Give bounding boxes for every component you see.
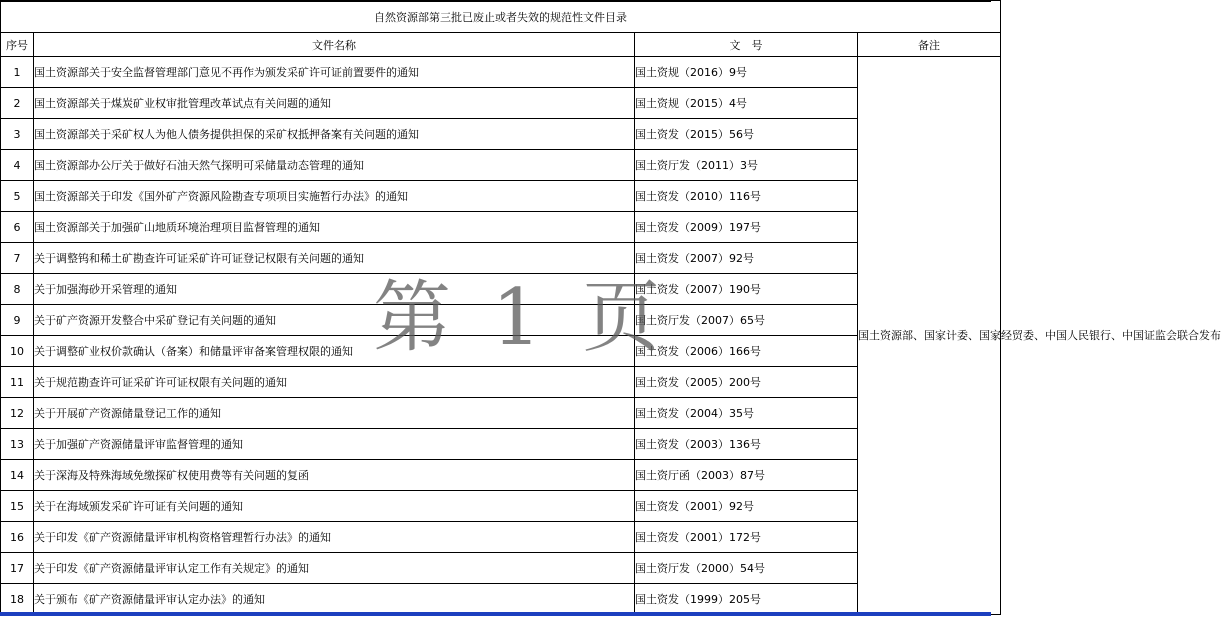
- remark-cell: 国土资源部、国家计委、国家经贸委、中国人民银行、中国证监会联合发布: [858, 57, 1001, 615]
- table-row: [1, 522, 1001, 553]
- document-name: 关于调整矿业权价款确认（备案）和储量评审备案管理权限的通知: [34, 336, 635, 367]
- header-code: 文 号: [635, 33, 858, 57]
- document-name: 国土资源部关于安全监督管理部门意见不再作为颁发采矿许可证前置要件的通知: [34, 57, 635, 88]
- document-code: 国土资发（2009）197号: [635, 212, 858, 243]
- table-row: [1, 150, 1001, 181]
- row-number: 5: [1, 181, 34, 212]
- document-code: 国土资发（2001）92号: [635, 491, 858, 522]
- table-row: [1, 119, 1001, 150]
- row-number: 17: [1, 553, 34, 584]
- document-code: 国土资发（1999）205号: [635, 584, 858, 615]
- document-code: 国土资厅发（2000）54号: [635, 553, 858, 584]
- row-number: 2: [1, 88, 34, 119]
- table-row: [1, 212, 1001, 243]
- document-code: 国土资厅发（2011）3号: [635, 150, 858, 181]
- document-code: 国土资厅发（2007）65号: [635, 305, 858, 336]
- bottom-bar: [0, 612, 991, 616]
- table-row: [1, 305, 1001, 336]
- document-name: 关于在海域颁发采矿许可证有关问题的通知: [34, 491, 635, 522]
- row-number: 4: [1, 150, 34, 181]
- document-name: 国土资源部关于采矿权人为他人债务提供担保的采矿权抵押备案有关问题的通知: [34, 119, 635, 150]
- page-watermark: 第 1 页: [373, 273, 669, 363]
- table-row: [1, 429, 1001, 460]
- document-name: 国土资源部关于印发《国外矿产资源风险勘查专项项目实施暂行办法》的通知: [34, 181, 635, 212]
- document-title: 自然资源部第三批已废止或者失效的规范性文件目录: [1, 1, 1001, 33]
- document-name: 关于规范勘查许可证采矿许可证权限有关问题的通知: [34, 367, 635, 398]
- document-code: 国土资发（2001）172号: [635, 522, 858, 553]
- table-row: [1, 274, 1001, 305]
- table-row: [1, 88, 1001, 119]
- table-row: [1, 367, 1001, 398]
- document-name: 关于印发《矿产资源储量评审认定工作有关规定》的通知: [34, 553, 635, 584]
- row-number: 18: [1, 584, 34, 615]
- table-row: [1, 336, 1001, 367]
- document-code: 国土资厅函（2003）87号: [635, 460, 858, 491]
- table-row: [1, 243, 1001, 274]
- document-code: 国土资发（2015）56号: [635, 119, 858, 150]
- row-number: 8: [1, 274, 34, 305]
- document-code: 国土资发（2004）35号: [635, 398, 858, 429]
- row-number: 15: [1, 491, 34, 522]
- document-name: 关于调整钨和稀土矿勘查许可证采矿许可证登记权限有关问题的通知: [34, 243, 635, 274]
- table-row: [1, 398, 1001, 429]
- title-row: [1, 1, 1001, 33]
- document-name: 关于印发《矿产资源储量评审机构资格管理暂行办法》的通知: [34, 522, 635, 553]
- table-row: [1, 491, 1001, 522]
- document-code: 国土资规（2015）4号: [635, 88, 858, 119]
- row-number: 9: [1, 305, 34, 336]
- row-number: 11: [1, 367, 34, 398]
- document-name: 关于加强矿产资源储量评审监督管理的通知: [34, 429, 635, 460]
- table-row: [1, 57, 1001, 88]
- row-number: 12: [1, 398, 34, 429]
- document-name: 国土资源部关于煤炭矿业权审批管理改革试点有关问题的通知: [34, 88, 635, 119]
- document-code: 国土资发（2003）136号: [635, 429, 858, 460]
- row-number: 3: [1, 119, 34, 150]
- document-name: 国土资源部关于加强矿山地质环境治理项目监督管理的通知: [34, 212, 635, 243]
- document-code: 国土资发（2007）190号: [635, 274, 858, 305]
- row-number: 6: [1, 212, 34, 243]
- document-code: 国土资发（2006）166号: [635, 336, 858, 367]
- document-name: 关于加强海砂开采管理的通知: [34, 274, 635, 305]
- header-remark: 备注: [858, 33, 1001, 57]
- table-body: [1, 1, 1221, 615]
- table-row: [1, 553, 1001, 584]
- header-row: [1, 33, 1001, 57]
- row-number: 7: [1, 243, 34, 274]
- document-name: 国土资源部办公厅关于做好石油天然气探明可采储量动态管理的通知: [34, 150, 635, 181]
- row-number: 14: [1, 460, 34, 491]
- document-name: 关于颁布《矿产资源储量评审认定办法》的通知: [34, 584, 635, 615]
- document-code: 国土资发（2007）92号: [635, 243, 858, 274]
- header-name: 文件名称: [34, 33, 635, 57]
- row-number: 1: [1, 57, 34, 88]
- table-row: [1, 181, 1001, 212]
- table-row: [1, 460, 1001, 491]
- document-name: 关于矿产资源开发整合中采矿登记有关问题的通知: [34, 305, 635, 336]
- document-code: 国土资规（2016）9号: [635, 57, 858, 88]
- table-row: [1, 584, 1001, 615]
- document-name: 关于深海及特殊海域免缴探矿权使用费等有关问题的复函: [34, 460, 635, 491]
- row-number: 16: [1, 522, 34, 553]
- document-code: 国土资发（2010）116号: [635, 181, 858, 212]
- document-name: 关于开展矿产资源储量登记工作的通知: [34, 398, 635, 429]
- document-code: 国土资发（2005）200号: [635, 367, 858, 398]
- row-number: 10: [1, 336, 34, 367]
- header-seq: 序号: [1, 33, 34, 57]
- row-number: 13: [1, 429, 34, 460]
